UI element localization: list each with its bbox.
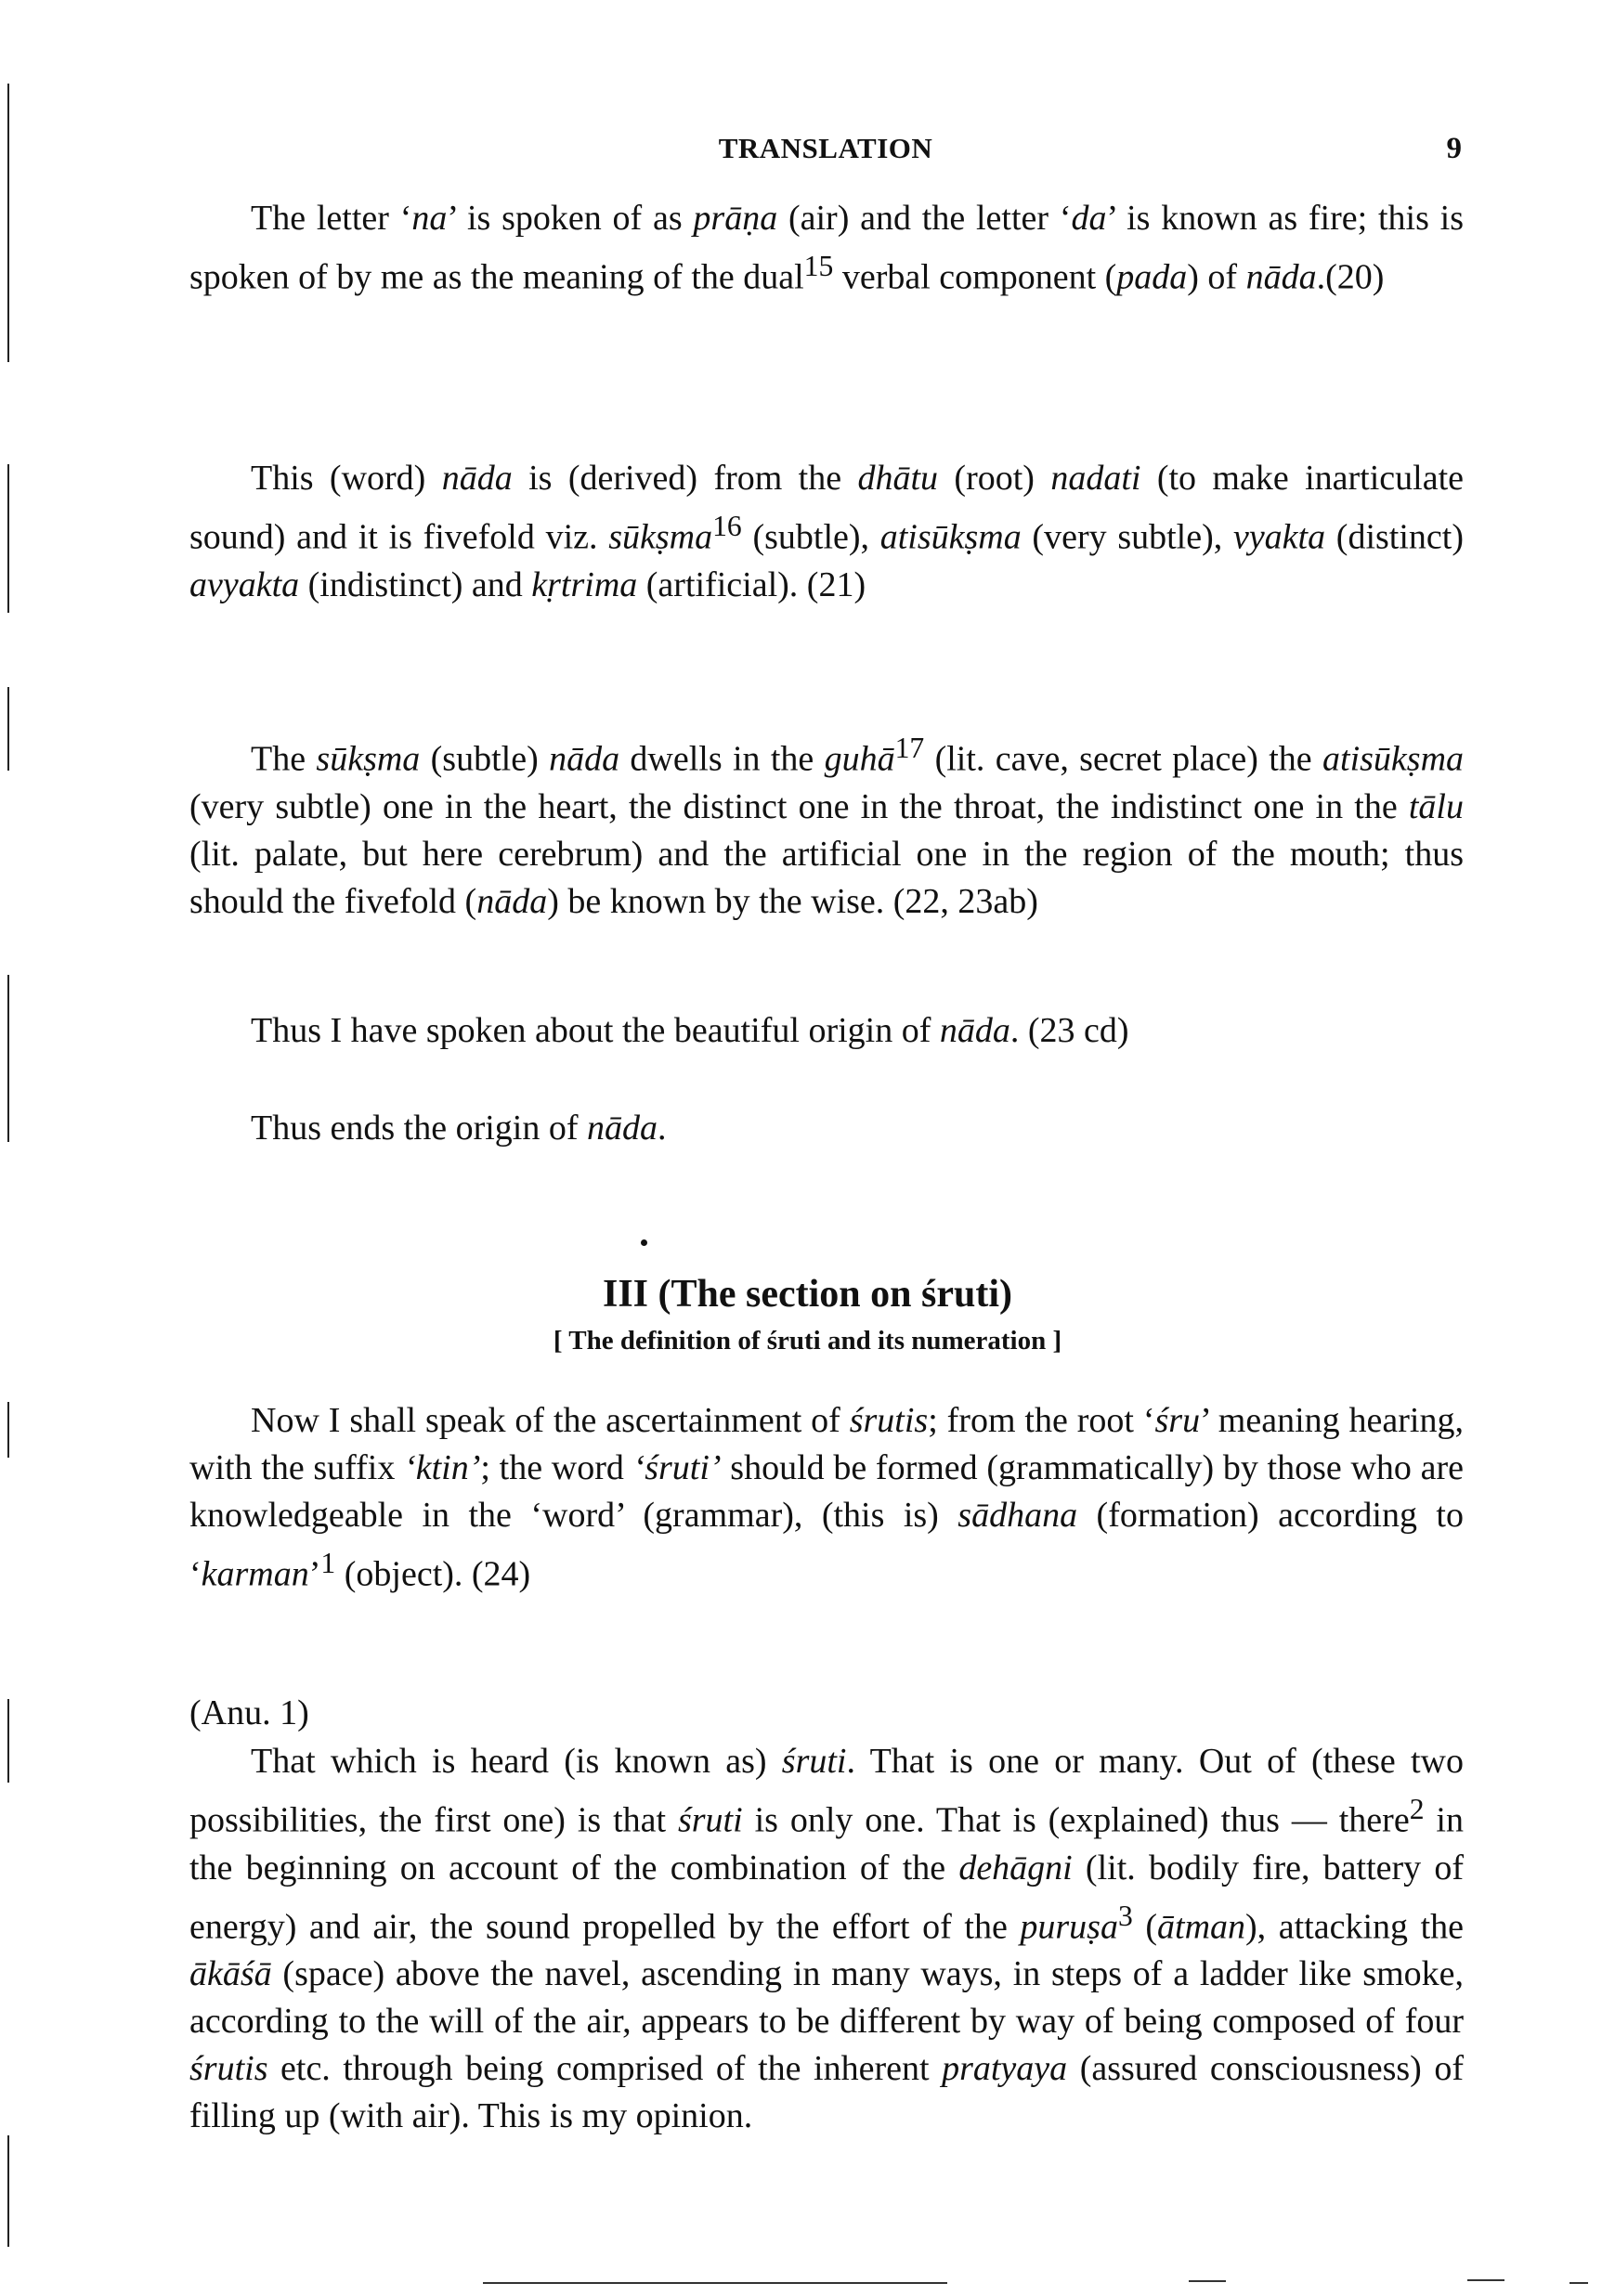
footnote-ref: 2 bbox=[1409, 1793, 1425, 1825]
left-edge-line bbox=[7, 84, 9, 362]
bottom-rule bbox=[1467, 2279, 1504, 2281]
running-head: TRANSLATION bbox=[718, 132, 933, 164]
section-heading: III (The section on śruti) bbox=[602, 1273, 1013, 1316]
verse-20-translation: The letter ‘na’ is spoken of as prāṇa (air) and the letter ‘da’ is known as fire; this is spoken of by me as the meaning of the dual$^{15}$ verbal component (pada) of nāda.(20) bbox=[189, 199, 1464, 297]
verse-22-translation: The sūkṣma (subtle) nāda dwells in the guhā$^{17}$ (lit. cave, secret place) the atisūkṣma (very subtle) one in the heart, the distinct one in the throat, the indistinct one in the tālu (lit. palate, but here cerebrum) and the artificial one in the region of the mouth; thus should the fivefold (nāda) be known by the wise. (22, 23ab) bbox=[189, 732, 1465, 921]
footnote-ref: 1 bbox=[320, 1547, 336, 1579]
anu-1-commentary: That which is heard (is known as) śruti. That is one or many. Out of (these two possibilities, the first one) is that śruti is only one. That is (explained) thus — there$^2$ in the beginning on account of the combination of the dehāgni (lit. bodily fire, battery of energy) and air, the sound propelled by the effort of the puruṣa$^3$ (ātman), attacking the ākāśā (space) above the navel, ascending in many ways, in steps of a ladder like smoke, according to the will of the air, appears to be different by way of being composed of four śrutis etc. through being comprised of the inherent pratyaya (assured consciousness) of filling up (with air). This is my opinion. bbox=[189, 1742, 1465, 2136]
bottom-rule bbox=[1569, 2282, 1588, 2284]
left-edge-line bbox=[7, 975, 9, 1142]
left-edge-line bbox=[7, 2135, 9, 2247]
footnote-ref: 15 bbox=[803, 250, 834, 282]
stray-dot bbox=[641, 1239, 647, 1246]
section-subheading: [ The definition of śruti and its numeration ] bbox=[553, 1326, 1062, 1356]
anu-label: (Anu. 1) bbox=[189, 1693, 309, 1732]
footnote-ref: 17 bbox=[894, 732, 925, 764]
left-edge-line bbox=[7, 687, 9, 771]
bottom-rule bbox=[483, 2282, 947, 2284]
footnote-ref: 16 bbox=[712, 510, 742, 542]
verse-24-translation: Now I shall speak of the ascertainment of śrutis; from the root ‘śru’ meaning hearing, with the suffix ‘ktin’; the word ‘śruti’ should be formed (grammatically) by those who are knowledgeable in the ‘word’ (grammar), (this is) sādhana (formation) according to ‘karman’$^1$ (object). (24) bbox=[189, 1401, 1464, 1594]
left-edge-line bbox=[7, 1402, 9, 1458]
verse-23-translation: Thus I have spoken about the beautiful origin of nāda. (23 cd) bbox=[251, 1011, 1129, 1050]
page-number: 9 bbox=[1446, 132, 1462, 165]
section-end-line: Thus ends the origin of nāda. bbox=[251, 1109, 667, 1148]
left-edge-line bbox=[7, 464, 9, 613]
page-header bbox=[189, 132, 1462, 178]
left-edge-line bbox=[7, 1699, 9, 1783]
footnote-ref: 3 bbox=[1117, 1899, 1133, 1932]
bottom-rule bbox=[1189, 2280, 1226, 2282]
verse-21-translation: This (word) nāda is (derived) from the dhātu (root) nadati (to make inarticulate sound) and it is fivefold viz. sūkṣma$^{16}$ (subtle), atisūkṣma (very subtle), vyakta (distinct) avyakta (indistinct) and kṛtrima (artificial). (21) bbox=[189, 459, 1465, 604]
